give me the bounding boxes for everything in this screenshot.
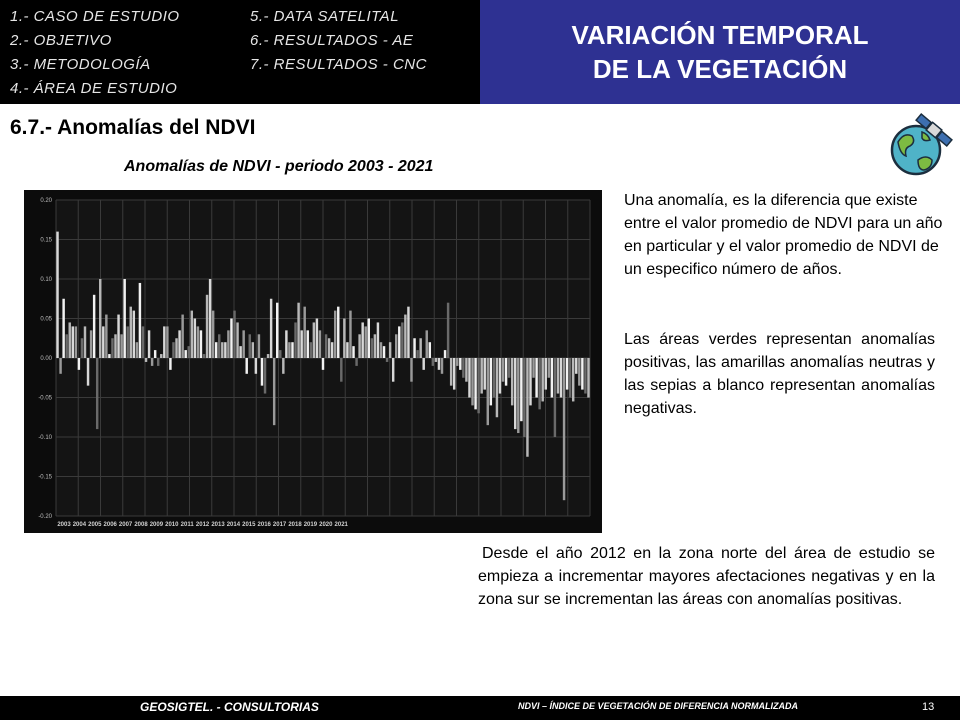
data-bar [59, 358, 61, 374]
data-bar [364, 326, 366, 358]
data-bar [419, 338, 421, 358]
data-bar [261, 358, 263, 386]
data-bar [511, 358, 513, 405]
data-bar [145, 358, 147, 362]
data-bar [349, 311, 351, 358]
data-bar [194, 319, 196, 359]
data-bar [108, 354, 110, 358]
data-bar [163, 326, 165, 358]
data-bar [426, 330, 428, 358]
data-bar [496, 358, 498, 417]
data-bar [581, 358, 583, 390]
data-bar [325, 334, 327, 358]
data-bar [395, 334, 397, 358]
data-bar [218, 334, 220, 358]
slide-title-box [480, 0, 960, 104]
data-bar [529, 358, 531, 405]
x-tick-label: 2013 [211, 522, 225, 528]
data-bar [389, 342, 391, 358]
data-bar [62, 299, 64, 358]
nav-item-resultados-cnc[interactable]: 7.- RESULTADOS - CNC [250, 56, 427, 73]
data-bar [441, 358, 443, 374]
data-bar [471, 358, 473, 405]
x-tick-label: 2019 [303, 522, 318, 528]
data-bar [78, 358, 80, 370]
y-tick-label: 0.00 [40, 356, 52, 362]
data-bar [484, 358, 486, 390]
data-bar [493, 358, 495, 398]
data-bar [117, 315, 119, 358]
data-bar [172, 342, 174, 358]
data-bar [435, 358, 437, 362]
x-tick-label: 2020 [319, 522, 333, 528]
data-bar [334, 311, 336, 358]
data-bar [188, 346, 190, 358]
data-bar [212, 311, 214, 358]
data-bar [65, 334, 67, 358]
data-bar [242, 330, 244, 358]
data-bar [206, 295, 208, 358]
data-bar [407, 307, 409, 358]
data-bar [371, 338, 373, 358]
data-bar [355, 358, 357, 366]
data-bar [514, 358, 516, 429]
data-bar [69, 322, 71, 358]
data-bar [105, 315, 107, 358]
data-bar [432, 358, 434, 366]
data-bar [526, 358, 528, 457]
footer-company: GEOSIGTEL. - CONSULTORIAS [140, 700, 319, 714]
data-bar [465, 358, 467, 382]
nav-item-caso-de-estudio[interactable]: 1.- CASO DE ESTUDIO [10, 8, 180, 25]
data-bar [120, 334, 122, 358]
x-tick-label: 2016 [257, 522, 271, 528]
data-bar [191, 311, 193, 358]
data-bar [438, 358, 440, 370]
data-bar [538, 358, 540, 409]
data-bar [520, 358, 522, 421]
data-bar [535, 358, 537, 398]
data-bar [404, 315, 406, 358]
data-bar [566, 358, 568, 390]
data-bar [157, 358, 159, 366]
data-bar [84, 326, 86, 358]
nav-item-data-satelital[interactable]: 5.- DATA SATELITAL [250, 8, 400, 25]
x-tick-label: 2015 [242, 522, 256, 528]
data-bar [175, 338, 177, 358]
data-bar [200, 330, 202, 358]
data-bar [337, 307, 339, 358]
data-bar [410, 358, 412, 382]
data-bar [230, 319, 232, 359]
data-bar [416, 350, 418, 358]
data-bar [578, 358, 580, 386]
data-bar [377, 322, 379, 358]
data-bar [285, 330, 287, 358]
data-bar [160, 354, 162, 358]
top-navigation-bar [0, 0, 960, 104]
data-bar [316, 319, 318, 359]
data-bar [532, 358, 534, 378]
data-bar [209, 279, 211, 358]
data-bar [352, 346, 354, 358]
data-bar [221, 342, 223, 358]
data-bar [239, 346, 241, 358]
color-legend-text: Las áreas verdes representan anomalías positivas, las amarillas anomalías neutras y las sepias a blanco representan anomalías negativas. [624, 331, 935, 417]
data-bar [401, 322, 403, 358]
data-bar [139, 283, 141, 358]
data-bar [319, 330, 321, 358]
data-bar [93, 295, 95, 358]
data-bar [249, 334, 251, 358]
data-bar [178, 330, 180, 358]
x-tick-label: 2011 [180, 522, 194, 528]
x-tick-label: 2009 [149, 522, 164, 528]
y-tick-label: -0.05 [38, 395, 52, 402]
data-bar [102, 326, 104, 358]
data-bar [111, 338, 113, 358]
data-bar [322, 358, 324, 370]
x-tick-label: 2006 [103, 522, 117, 528]
data-bar [297, 303, 299, 358]
data-bar [545, 358, 547, 390]
data-bar [291, 342, 293, 358]
data-bar [255, 358, 257, 374]
data-bar [215, 342, 217, 358]
data-bar [123, 279, 125, 358]
data-bar [398, 326, 400, 358]
data-bar [548, 358, 550, 378]
data-bar [429, 342, 431, 358]
data-bar [374, 334, 376, 358]
data-bar [569, 358, 571, 398]
data-bar [273, 358, 275, 425]
data-bar [477, 358, 479, 413]
y-tick-label: 0.05 [40, 316, 52, 323]
data-bar [462, 358, 464, 378]
x-tick-label: 2010 [165, 522, 179, 528]
data-bar [499, 358, 501, 394]
data-bar [81, 338, 83, 358]
trend-conclusion-text: Desde el año 2012 en la zona norte del área de estudio se empieza a incrementar mayores afectaciones negativas y en la zona sur se incrementan las áreas con anomalías positivas. [478, 545, 935, 608]
data-bar [307, 330, 309, 358]
data-bar [142, 326, 144, 358]
data-bar [126, 326, 128, 358]
data-bar [563, 358, 565, 500]
footer-subtitle: NDVI – ÍNDICE DE VEGETACIÓN DE DIFERENCIA NORMALIZADA [518, 701, 799, 711]
data-bar [203, 354, 205, 358]
anomaly-definition-text: Una anomalía, es la diferencia que existe entre el valor promedio de NDVI para un año en particular y el valor promedio de NDVI de un especifico número de años. [624, 192, 943, 278]
data-bar [523, 358, 525, 437]
data-bar [252, 342, 254, 358]
nav-item-area-de-estudio[interactable]: 4.- ÁREA DE ESTUDIO [10, 80, 178, 97]
data-bar [279, 350, 281, 358]
x-tick-label: 2007 [118, 522, 133, 528]
data-bar [413, 338, 415, 358]
data-bar [560, 358, 562, 398]
data-bar [453, 358, 455, 390]
data-bar [169, 358, 171, 370]
data-bar [444, 350, 446, 358]
chart-caption: Anomalías de NDVI - periodo 2003 - 2021 [124, 158, 434, 175]
x-tick-label: 2003 [57, 522, 71, 528]
data-bar [72, 326, 74, 358]
y-tick-label: -0.15 [38, 474, 52, 481]
data-bar [114, 334, 116, 358]
data-bar [99, 279, 101, 358]
data-bar [343, 319, 345, 359]
data-bar [551, 358, 553, 398]
data-bar [361, 322, 363, 358]
x-tick-label: 2017 [272, 522, 287, 528]
data-bar [383, 346, 385, 358]
ndvi-anomaly-chart [24, 190, 602, 533]
page-number: 13 [922, 701, 935, 713]
data-bar [154, 350, 156, 358]
data-bar [224, 342, 226, 358]
y-tick-label: 0.10 [40, 277, 52, 283]
data-bar [227, 330, 229, 358]
data-bar [184, 350, 186, 358]
data-bar [358, 334, 360, 358]
data-bar [310, 342, 312, 358]
data-bar [368, 319, 370, 359]
data-bar [294, 322, 296, 358]
data-bar [508, 358, 510, 378]
data-bar [75, 326, 77, 358]
data-bar [584, 358, 586, 394]
y-tick-label: 0.15 [40, 237, 52, 244]
data-bar [258, 334, 260, 358]
data-bar [587, 358, 589, 398]
data-bar [468, 358, 470, 398]
data-bar [386, 358, 388, 362]
data-bar [87, 358, 89, 386]
footer-bar [0, 696, 960, 720]
x-tick-label: 2014 [226, 522, 241, 528]
data-bar [181, 315, 183, 358]
data-bar [450, 358, 452, 386]
data-bar [96, 358, 98, 429]
data-bar [456, 358, 458, 366]
data-bar [264, 358, 266, 394]
data-bar [288, 342, 290, 358]
data-bar [380, 342, 382, 358]
nav-item-metodologia[interactable]: 3.- METODOLOGÍA [10, 56, 151, 73]
nav-item-resultados-ae[interactable]: 6.- RESULTADOS - AE [250, 32, 414, 49]
data-bar [346, 342, 348, 358]
x-tick-label: 2004 [72, 522, 87, 528]
data-bar [331, 342, 333, 358]
data-bar [133, 311, 135, 358]
data-bar [233, 311, 235, 358]
y-tick-label: -0.10 [38, 435, 52, 441]
data-bar [270, 299, 272, 358]
data-bar [502, 358, 504, 382]
data-bar [197, 326, 199, 358]
data-bar [392, 358, 394, 382]
data-bar [340, 358, 342, 382]
data-bar [303, 307, 305, 358]
data-bar [236, 322, 238, 358]
data-bar [474, 358, 476, 409]
nav-menu-col2 [250, 5, 427, 77]
data-bar [422, 358, 424, 370]
slide-title-line2: DE LA VEGETACIÓN [592, 54, 848, 84]
data-bar [136, 342, 138, 358]
data-bar [557, 358, 559, 394]
y-tick-label: 0.20 [40, 198, 52, 204]
data-bar [130, 307, 132, 358]
data-bar [572, 358, 574, 401]
data-bar [447, 303, 449, 358]
data-bar [300, 330, 302, 358]
data-bar [166, 326, 168, 358]
data-bar [267, 354, 269, 358]
data-bar [313, 322, 315, 358]
data-bar [282, 358, 284, 374]
data-bar [56, 232, 58, 358]
data-bar [575, 358, 577, 374]
globe-satellite-icon [888, 112, 954, 178]
data-bar [480, 358, 482, 394]
data-bar [276, 303, 278, 358]
slide-title-line1: VARIACIÓN TEMPORAL [571, 20, 869, 50]
ndvi-anomaly-chart-svg [24, 190, 602, 533]
x-tick-label: 2005 [88, 522, 102, 528]
data-bar [554, 358, 556, 437]
data-bar [487, 358, 489, 425]
data-bar [459, 358, 461, 370]
y-tick-label: -0.20 [38, 514, 52, 520]
data-bar [490, 358, 492, 405]
data-bar [505, 358, 507, 386]
x-tick-label: 2018 [288, 522, 302, 528]
data-bar [541, 358, 543, 401]
x-tick-label: 2008 [134, 522, 148, 528]
data-bar [517, 358, 519, 433]
data-bar [328, 338, 330, 358]
nav-item-objetivo[interactable]: 2.- OBJETIVO [10, 32, 112, 49]
x-tick-label: 2012 [195, 522, 210, 528]
data-bar [90, 330, 92, 358]
nav-menu-col1 [10, 5, 180, 101]
data-bar [151, 358, 153, 366]
x-tick-label: 2021 [334, 522, 348, 528]
section-title: 6.7.- Anomalías del NDVI [10, 116, 256, 139]
data-bar [245, 358, 247, 374]
data-bar [148, 330, 150, 358]
